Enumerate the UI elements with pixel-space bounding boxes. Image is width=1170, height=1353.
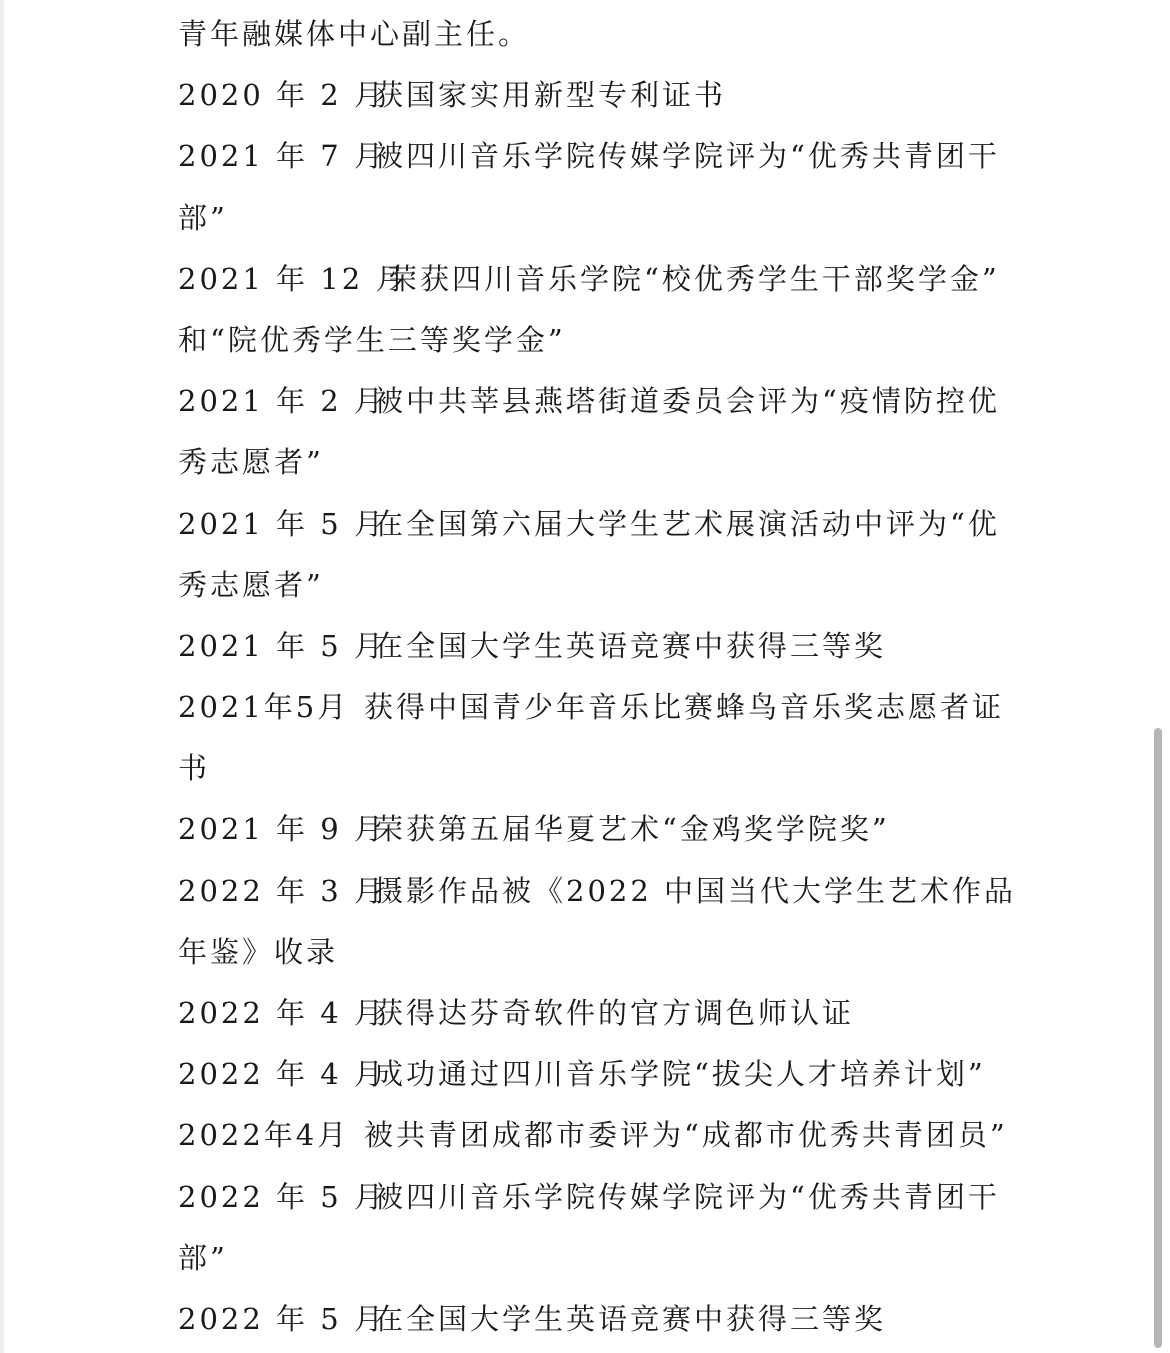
line-text: 摄影作品被《2022 中国当代大学生艺术作品: [374, 873, 1017, 908]
document-line: [178, 555, 1018, 616]
document-line: [178, 983, 1018, 1044]
document-line: [178, 616, 1018, 677]
line-text: 被四川音乐学院传媒学院评为“优秀共青团干: [374, 139, 1000, 174]
line-date: 2021 年 9 月: [178, 812, 386, 847]
line-text: 秀志愿者”: [178, 445, 324, 480]
line-text: 荣获四川音乐学院“校优秀学生干部奖学金”: [388, 261, 1000, 296]
document-line: [178, 371, 1018, 432]
line-date: 2022 年 3 月: [178, 873, 386, 908]
line-text: 秀志愿者”: [178, 567, 324, 602]
document-line: [178, 922, 1018, 983]
line-date: 2021 年 5 月: [178, 628, 386, 663]
document-line: [178, 249, 1018, 310]
page-left-edge: [0, 0, 4, 1353]
line-date: 2021 年 5 月: [178, 506, 386, 541]
line-text: 在全国大学生英语竞赛中获得三等奖: [374, 628, 887, 663]
line-text: 书: [178, 751, 211, 786]
line-text: 被四川音乐学院传媒学院评为“优秀共青团干: [374, 1179, 1000, 1214]
line-text: 成功通过四川音乐学院“拔尖人才培养计划”: [374, 1057, 986, 1092]
document-text: [178, 4, 1018, 1350]
document-line: [178, 188, 1018, 249]
line-date: 2022 年 5 月: [178, 1179, 386, 1214]
document-line: [178, 126, 1018, 187]
document-line: [178, 1105, 1018, 1166]
line-date: 2021 年 7 月: [178, 139, 386, 174]
line-text: 部”: [178, 1240, 228, 1275]
document-line: [178, 799, 1018, 860]
document-line: [178, 1289, 1018, 1350]
line-date: 2021年5月: [178, 690, 350, 725]
document-line: [178, 1167, 1018, 1228]
document-line: [178, 65, 1018, 126]
document-line: [178, 677, 1018, 738]
scrollbar-thumb[interactable]: [1154, 728, 1162, 1348]
document-line: [178, 738, 1018, 799]
line-text: 在全国第六届大学生艺术展演活动中评为“优: [374, 506, 1000, 541]
line-date: 2021 年 2 月: [178, 384, 386, 419]
line-text: 被中共莘县燕塔街道委员会评为“疫情防控优: [374, 384, 1000, 419]
line-text: 和“院优秀学生三等奖学金”: [178, 322, 566, 357]
document-line: [178, 861, 1018, 922]
line-text: 获国家实用新型专利证书: [374, 78, 727, 113]
line-text: 部”: [178, 200, 228, 235]
line-date: 2022 年 4 月: [178, 996, 386, 1030]
line-text: 青年融媒体中心副主任。: [178, 17, 531, 51]
line-text: 获得达芬奇软件的官方调色师认证: [374, 996, 855, 1030]
document-line: [178, 310, 1018, 371]
document-line: [178, 4, 1018, 65]
line-date: 2022年4月: [178, 1118, 350, 1153]
line-text: 年鉴》收录: [178, 934, 339, 969]
line-date: 2022 年 5 月: [178, 1301, 386, 1336]
line-text: 被共青团成都市委评为“成都市优秀共青团员”: [364, 1118, 1008, 1153]
document-line: [178, 1228, 1018, 1289]
line-text: 获得中国青少年音乐比赛蜂鸟音乐奖志愿者证: [364, 690, 1005, 725]
line-date: 2022 年 4 月: [178, 1057, 386, 1092]
line-date: 2020 年 2 月: [178, 78, 386, 113]
line-text: 在全国大学生英语竞赛中获得三等奖: [374, 1301, 887, 1336]
document-line: [178, 494, 1018, 555]
line-text: 荣获第五届华夏艺术“金鸡奖学院奖”: [374, 812, 890, 847]
line-date: 2021 年 12 月: [178, 261, 408, 296]
document-line: [178, 432, 1018, 493]
document-line: [178, 1044, 1018, 1105]
